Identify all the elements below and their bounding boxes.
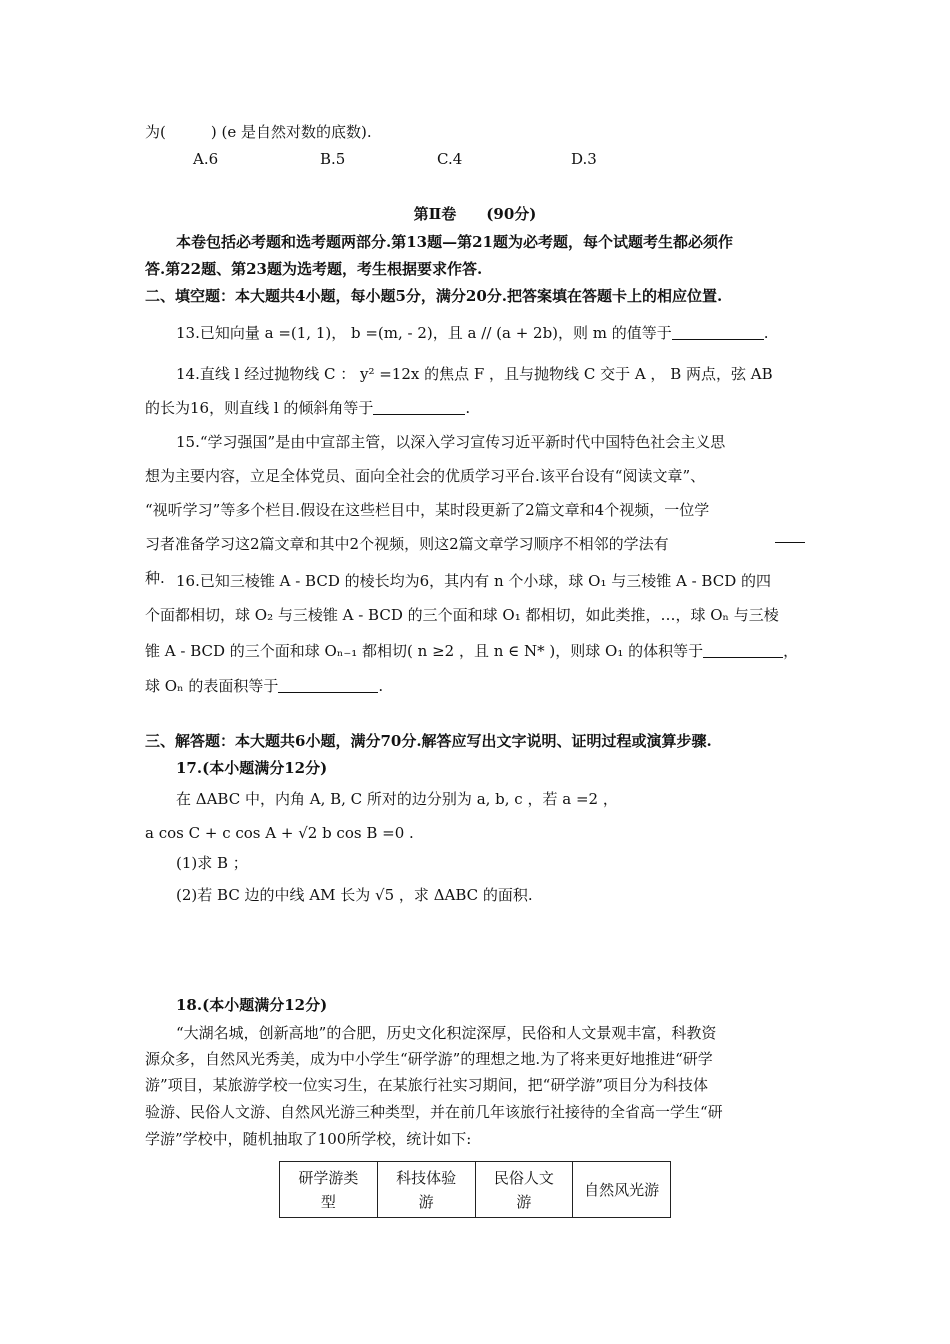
q18-title: 18.(本小题满分12分)	[176, 996, 328, 1014]
table-header-cell	[377, 1162, 475, 1218]
q13-period: .	[763, 324, 769, 342]
table-header-cell	[475, 1162, 573, 1218]
q12-option-b: B.5	[320, 150, 346, 168]
q12-tail: 为( ) (e 是自然对数的底数).	[145, 123, 372, 141]
q17-line2: a cos C + c cos A + √2 b cos B =0 .	[145, 824, 414, 842]
q16-line1: 16.已知三棱锥 A - BCD 的棱长均为6，其内有 n 个小球，球 O₁ 与三棱锥 A - BCD 的四	[176, 572, 772, 590]
cell-text: 型	[320, 1192, 336, 1211]
cell-text: 民俗人文	[493, 1168, 554, 1187]
part2-intro-line1: 本卷包括必考题和选考题两部分.第13题—第21题为必考题，每个试题考生都必须作	[176, 233, 733, 251]
table-header-cell	[280, 1162, 378, 1218]
cell-text: 科技体验	[396, 1168, 457, 1187]
q18-line3: 游”项目，某旅游学校一位实习生，在某旅行社实习期间，把“研学游”项目分为科技体	[145, 1076, 709, 1094]
cell-text: 游	[516, 1192, 532, 1211]
q15-line3: “视听学习”等多个栏目.假设在这些栏目中，某时段更新了2篇文章和4个视频，一位学	[145, 501, 710, 519]
q16-line2: 个面都相切，球 O₂ 与三棱锥 A - BCD 的三个面和球 O₁ 都相切，如此类推，…，球 Oₙ 与三棱	[145, 606, 779, 624]
q16-answer-blank-1	[703, 642, 783, 658]
section3-heading: 三、解答题：本大题共6小题，满分70分.解答应写出文字说明、证明过程或演算步骤.	[145, 732, 712, 750]
q15-line2: 想为主要内容，立足全体党员、面向全社会的优质学习平台.该平台设有“阅读文章”、	[145, 467, 706, 485]
cell-text: 游	[418, 1192, 434, 1211]
q16-answer-blank-2	[278, 677, 378, 693]
table-header-cell	[573, 1162, 671, 1218]
q17-line1: 在 ΔABC 中，内角 A, B, C 所对的边分别为 a, b, c ，若 a =2 ，	[176, 790, 618, 808]
q18-line5: 学游”学校中，随机抽取了100所学校，统计如下:	[145, 1130, 472, 1148]
q14-period: .	[465, 399, 471, 417]
q15-line4: 习者准备学习这2篇文章和其中2个视频，则这2篇文章学习顺序不相邻的学法有	[145, 535, 669, 553]
cell-text: 研学游类	[298, 1168, 359, 1187]
q16-line3-text: 锥 A - BCD 的三个面和球 Oₙ₋₁ 都相切( n ≥2 ，且 n ∈ N* )，则球 O₁ 的体积等于	[145, 642, 704, 660]
q18-line1: “大湖名城，创新高地”的合肥，历史文化积淀深厚，民俗和人文景观丰富，科教资	[176, 1024, 717, 1042]
q16-period: .	[378, 677, 384, 695]
q18-line4: 验游、民俗人文游、自然风光游三种类型，并在前几年该旅行社接待的全省高一学生“研	[145, 1103, 723, 1121]
q12-option-c: C.4	[437, 150, 463, 168]
q16-line3	[145, 640, 798, 662]
q17-part2: (2)若 BC 边的中线 AM 长为 √5 ，求 ΔABC 的面积.	[176, 886, 533, 904]
q13-text: 13.已知向量 a =(1, 1)， b =(m, - 2)，且 a // (a + 2b)，则 m 的值等于	[176, 324, 672, 342]
q15-line1: 15.“学习强国”是由中宣部主管，以深入学习宣传习近平新时代中国特色社会主义思	[176, 433, 726, 451]
table-row	[280, 1162, 671, 1218]
q16-line4	[145, 675, 383, 697]
part2-title: 第Ⅱ卷 (90分)	[413, 205, 537, 223]
q16-line3-end: ，	[783, 642, 799, 660]
section2-heading: 二、填空题：本大题共4小题，每小题5分，满分20分.把答案填在答题卡上的相应位置.	[145, 287, 723, 305]
study-tour-table	[279, 1161, 671, 1218]
q15-line5: 种.	[145, 569, 165, 587]
q14-line1: 14.直线 l 经过抛物线 C ： y² =12x 的焦点 F ，且与抛物线 C 交于 A ， B 两点，弦 AB	[176, 365, 773, 383]
q14-line2-text: 的长为16，则直线 l 的倾斜角等于	[145, 399, 374, 417]
q17-part1: (1)求 B ；	[176, 854, 248, 872]
q18-line2: 源众多，自然风光秀美，成为中小学生“研学游”的理想之地.为了将来更好地推进“研学	[145, 1050, 713, 1068]
q12-option-a: A.6	[193, 150, 219, 168]
part2-intro-line2: 答.第22题、第23题为选考题，考生根据要求作答.	[145, 260, 483, 278]
q12-option-d: D.3	[571, 150, 597, 168]
q17-title: 17.(本小题满分12分)	[176, 759, 328, 777]
cell-text: 自然风光游	[584, 1180, 660, 1199]
q16-line4-text: 球 Oₙ 的表面积等于	[145, 677, 279, 695]
